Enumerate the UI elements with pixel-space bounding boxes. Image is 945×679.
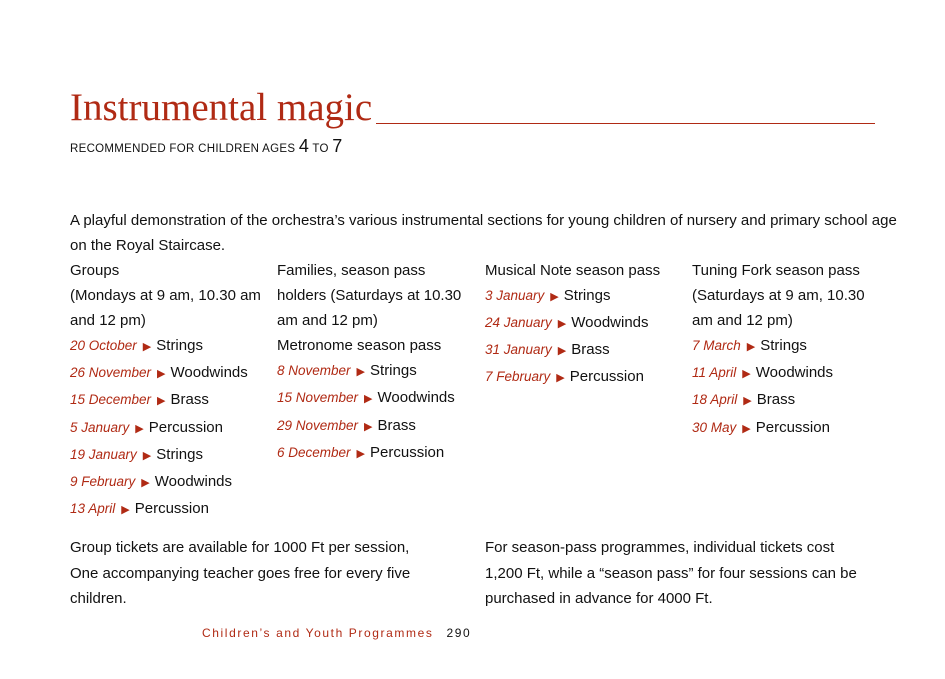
session-instrument: Strings — [370, 362, 417, 380]
session-instrument: Percussion — [569, 368, 644, 386]
session-date: 18 April — [692, 392, 738, 408]
session-row — [277, 385, 477, 412]
session-date: 3 January — [485, 288, 545, 304]
session-row — [70, 442, 270, 469]
session-date: 11 April — [692, 365, 737, 381]
session-row — [277, 440, 477, 467]
session-instrument: Woodwinds — [377, 389, 455, 407]
session-row — [70, 469, 270, 496]
title-rule — [376, 123, 875, 124]
footer-right-line: 1,200 Ft, while a “season pass” for four sessions can be — [485, 564, 857, 582]
session-instrument: Brass — [756, 391, 796, 409]
session-instrument: Strings — [760, 337, 807, 355]
session-row — [277, 358, 477, 385]
section-name: Children’s and Youth Programmes — [202, 626, 434, 640]
session-instrument: Woodwinds — [755, 364, 834, 382]
age-to-word: TO — [312, 143, 329, 155]
session-date: 19 January — [70, 446, 137, 462]
column-header-line: (Mondays at 9 am, 10.30 am — [70, 287, 261, 305]
session-date: 5 January — [70, 419, 130, 435]
play-arrow-icon: ▶ — [364, 393, 373, 406]
session-date: 15 December — [70, 392, 152, 408]
play-arrow-icon: ▶ — [550, 291, 559, 304]
session-date: 24 January — [485, 315, 552, 331]
play-arrow-icon: ▶ — [742, 422, 751, 435]
session-date: 8 November — [277, 363, 351, 379]
session-row — [70, 387, 270, 414]
column-header-line: am and 12 pm) — [277, 312, 378, 330]
intro-paragraph: A playful demonstration of the orchestra’s various instrumental sections for young children of nursery and primary school age on the Royal Staircase. — [70, 212, 897, 254]
session-instrument: Brass — [377, 416, 416, 434]
session-date: 20 October — [70, 338, 137, 354]
session-date: 7 March — [692, 338, 741, 354]
session-instrument: Woodwinds — [170, 364, 248, 382]
session-instrument: Percussion — [370, 443, 445, 461]
page-number: 290 — [446, 626, 472, 640]
session-date: 15 November — [277, 390, 359, 406]
session-row — [70, 496, 270, 523]
session-row — [692, 360, 892, 387]
session-row — [70, 333, 270, 360]
season-pass-ticket-info — [485, 535, 885, 612]
group-ticket-info — [70, 535, 450, 612]
page-footer — [202, 626, 471, 640]
play-arrow-icon: ▶ — [141, 476, 150, 489]
session-instrument: Woodwinds — [571, 314, 649, 332]
play-arrow-icon: ▶ — [142, 341, 152, 354]
session-row — [485, 364, 685, 391]
session-row — [277, 413, 477, 440]
session-row — [485, 283, 685, 310]
session-row — [692, 387, 892, 414]
column-header-line: (Saturdays at 9 am, 10.30 — [692, 287, 865, 305]
footer-left-line: children. — [70, 590, 127, 607]
column-header-line: holders (Saturdays at 10.30 — [277, 287, 462, 305]
footer-left-line: Group tickets are available for 1000 Ft per session, — [70, 539, 410, 556]
session-row — [70, 360, 270, 387]
column-header-line: Families, season pass — [277, 262, 426, 279]
column-header-line: and 12 pm) — [70, 312, 146, 330]
session-row — [485, 337, 685, 364]
column-header-line: am and 12 pm) — [692, 312, 793, 330]
session-date: 29 November — [277, 417, 359, 433]
session-instrument: Percussion — [134, 499, 209, 517]
footer-right-line: purchased in advance for 4000 Ft. — [485, 590, 713, 607]
play-arrow-icon: ▶ — [356, 366, 366, 379]
column-header-line: Tuning Fork season pass — [692, 262, 860, 279]
session-row — [692, 333, 892, 360]
session-date: 30 May — [692, 419, 737, 435]
play-arrow-icon: ▶ — [743, 395, 752, 408]
schedule-column-musical-note — [485, 258, 685, 391]
session-instrument: Strings — [156, 337, 203, 355]
session-instrument: Strings — [156, 445, 203, 463]
footer-left-line: One accompanying teacher goes free for every five — [70, 564, 411, 582]
play-arrow-icon: ▶ — [142, 449, 152, 462]
session-row — [692, 415, 892, 442]
session-date: 26 November — [70, 365, 152, 381]
title-row — [70, 88, 875, 127]
schedule-column-families — [277, 258, 477, 467]
session-instrument: Brass — [170, 391, 209, 409]
play-arrow-icon: ▶ — [742, 368, 751, 381]
play-arrow-icon: ▶ — [121, 503, 130, 516]
session-date: 13 April — [70, 500, 116, 516]
play-arrow-icon: ▶ — [557, 318, 567, 331]
play-arrow-icon: ▶ — [157, 395, 166, 408]
session-date: 31 January — [485, 342, 552, 358]
session-instrument: Strings — [563, 287, 611, 305]
play-arrow-icon: ▶ — [557, 345, 567, 358]
session-date: 9 February — [70, 473, 136, 489]
play-arrow-icon: ▶ — [364, 420, 373, 433]
play-arrow-icon: ▶ — [746, 341, 756, 354]
column-header-line: Groups — [70, 262, 120, 279]
play-arrow-icon: ▶ — [556, 372, 565, 385]
column-header-line: Metronome season pass — [277, 337, 442, 355]
session-row — [485, 310, 685, 337]
session-instrument: Woodwinds — [154, 472, 233, 490]
age-prefix: RECOMMENDED FOR CHILDREN AGES — [70, 143, 296, 155]
session-date: 6 December — [277, 444, 351, 460]
session-row — [70, 415, 270, 442]
play-arrow-icon: ▶ — [135, 422, 144, 435]
session-date: 7 February — [485, 369, 551, 385]
age-from: 4 — [298, 136, 310, 156]
schedule-column-groups — [70, 258, 270, 523]
play-arrow-icon: ▶ — [356, 447, 366, 460]
session-instrument: Percussion — [755, 418, 830, 436]
column-header-line: Musical Note season pass — [485, 262, 661, 279]
session-instrument: Percussion — [148, 418, 223, 436]
session-instrument: Brass — [571, 341, 610, 359]
age-recommendation — [70, 136, 343, 157]
page-title: Instrumental magic — [70, 86, 373, 129]
age-to: 7 — [332, 136, 343, 156]
schedule-column-tuning-fork — [692, 258, 892, 442]
footer-right-line: For season-pass programmes, individual tickets cost — [485, 539, 835, 556]
play-arrow-icon: ▶ — [157, 368, 166, 381]
